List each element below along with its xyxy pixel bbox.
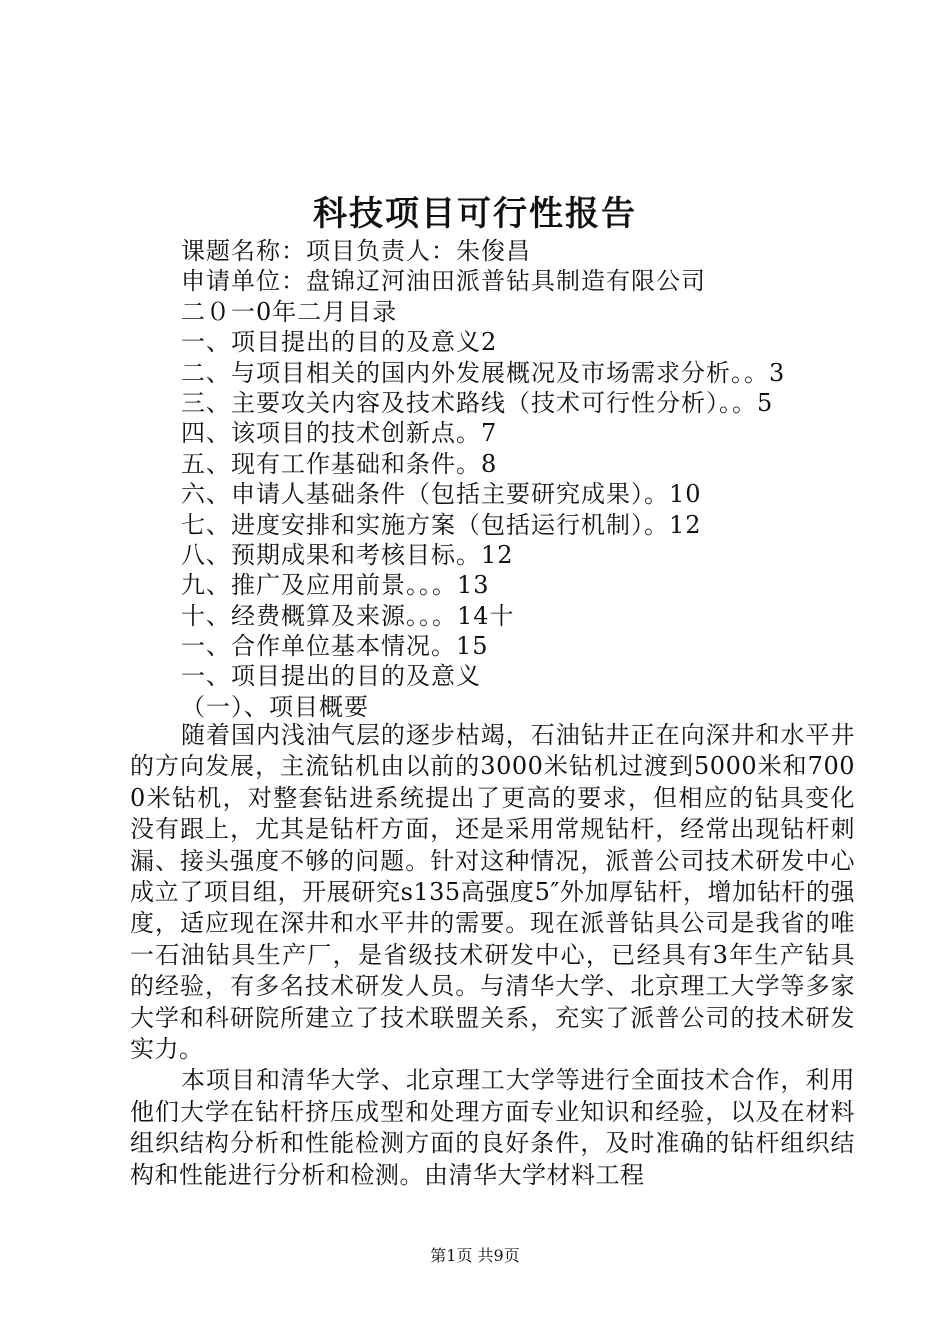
page-footer: 第1页 共9页	[430, 1246, 520, 1265]
toc-item: 六、申请人基础条件（包括主要研究成果）。10	[181, 480, 702, 509]
toc-item: 五、现有工作基础和条件。8	[181, 449, 498, 478]
body-text	[130, 720, 855, 1191]
subsection-heading: （一）、项目概要	[181, 692, 369, 721]
table-of-contents	[181, 236, 881, 722]
date-line: 二０一0年二月目录	[181, 297, 398, 326]
document-title: 科技项目可行性报告	[313, 194, 637, 234]
section-heading: 一、项目提出的目的及意义	[181, 662, 481, 691]
paragraph: 本项目和清华大学、北京理工大学等进行全面技术合作，利用他们大学在钻杆挤压成型和处理方面专业知识和经验，以及在材料组织结构分析和性能检测方面的良好条件，及时准确的钻杆组织结构和性能进行分析和检测。由清华大学材料工程	[130, 1066, 855, 1189]
toc-item: 一、项目提出的目的及意义2	[181, 328, 498, 357]
toc-item: 二、与项目相关的国内外发展概况及市场需求分析。。3	[181, 358, 786, 387]
toc-item: 九、推广及应用前景。。。13	[181, 571, 490, 600]
toc-item: 十、经费概算及来源。。。14十	[181, 601, 515, 630]
toc-item: 一、合作单位基本情况。15	[181, 632, 489, 661]
toc-item: 七、进度安排和实施方案（包括运行机制）。12	[181, 510, 702, 539]
applicant-line: 申请单位：盘锦辽河油田派普钻具制造有限公司	[181, 267, 706, 296]
toc-item: 四、该项目的技术创新点。7	[181, 419, 498, 448]
toc-item: 三、主要攻关内容及技术路线（技术可行性分析）。。5	[181, 388, 774, 417]
paragraph: 随着国内浅油气层的逐步枯竭，石油钻井正在向深井和水平井的方向发展，主流钻机由以前的3000米钻机过渡到5000米和7000米钻机，对整套钻进系统提出了更高的要求，但相应的钻具变化没有跟上，尤其是钻杆方面，还是采用常规钻杆，经常出现钻杆刺漏、接头强度不够的问题。针对这种情况，派普公司技术研发中心成立了项目组，开展研究s135高强度5″外加厚钻杆，增加钻杆的强度，适应现在深井和水平井的需要。现在派普钻具公司是我省的唯一石油钻具生产厂，是省级技术研发中心，已经具有3年生产钻具的经验，有多名技术研发人员。与清华大学、北京理工大学等多家大学和科研院所建立了技术联盟关系，充实了派普公司的技术研发实力。	[130, 721, 855, 1064]
project-name-line: 课题名称：项目负责人：朱俊昌	[181, 237, 531, 265]
toc-item: 八、预期成果和考核目标。12	[181, 540, 514, 569]
